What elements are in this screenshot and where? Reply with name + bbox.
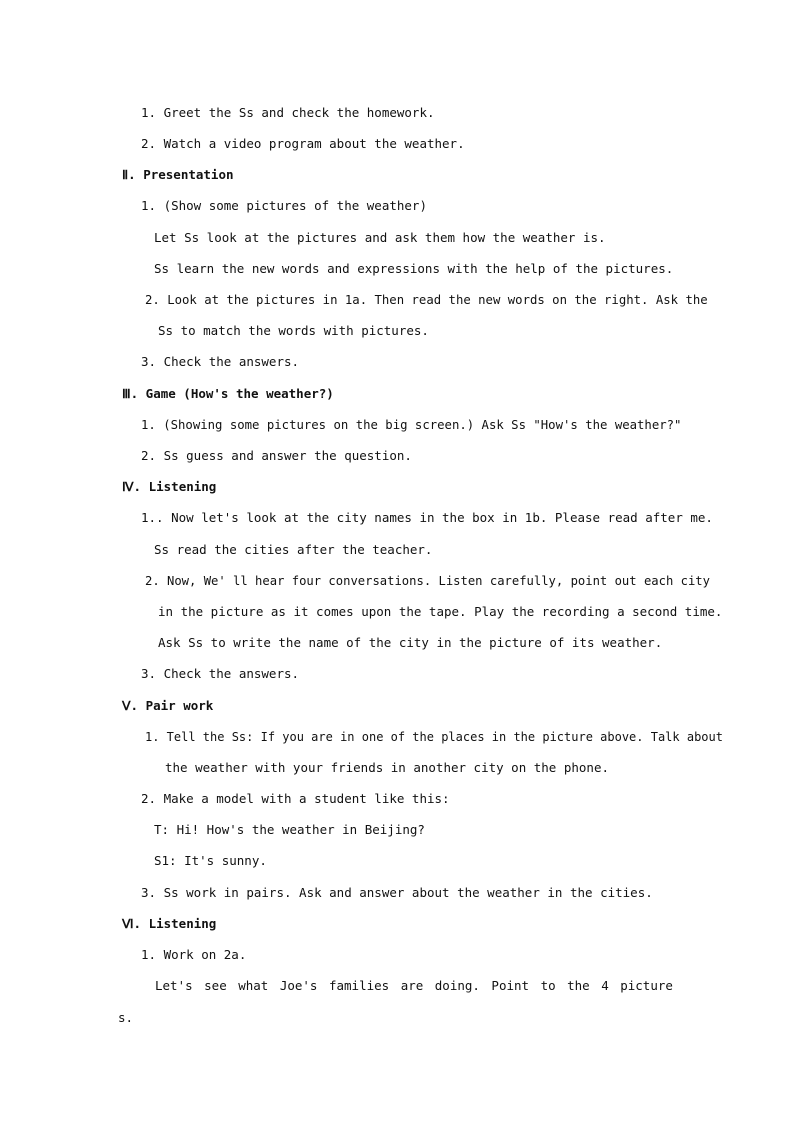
section-heading-listening-2: Ⅵ. Listening [122,916,217,931]
listening-line-2: Ss read the cities after the teacher. [154,542,433,557]
listening-line-1: 1.. Now let's look at the city names in the box in 1b. Please read after me. [141,510,713,525]
listening2-wrap-line: s. [118,1010,134,1025]
word: picture [620,978,673,993]
pairwork-line-5: S1: It's sunny. [154,853,267,868]
word: Joe's [279,978,318,993]
presentation-line-3: Ss learn the new words and expressions with the help of the pictures. [154,261,674,276]
listening-line-4: in the picture as it comes upon the tape. Play the recording a second time. [158,604,723,619]
presentation-line-1: 1. (Show some pictures of the weather) [141,198,427,213]
pairwork-line-6: 3. Ss work in pairs. Ask and answer about the weather in the cities. [141,885,653,900]
listening-line-5: Ask Ss to write the name of the city in the picture of its weather. [158,635,663,650]
word: are [400,978,424,993]
listening-line-6: 3. Check the answers. [141,666,300,681]
game-line-2: 2. Ss guess and answer the question. [141,448,412,463]
word: the [567,978,590,993]
listening2-line-1: 1. Work on 2a. [141,947,247,962]
word: Point [491,978,530,993]
word: Let's [155,978,193,993]
word: families [328,978,390,993]
pairwork-line-2: the weather with your friends in another city on the phone. [165,760,610,775]
word: what [238,978,269,993]
pairwork-line-3: 2. Make a model with a student like this: [141,791,450,806]
section-heading-pair-work: Ⅴ. Pair work [122,698,214,713]
presentation-line-2: Let Ss look at the pictures and ask them how the weather is. [154,230,606,245]
intro-line-2: 2. Watch a video program about the weather. [141,136,465,151]
intro-line-1: 1. Greet the Ss and check the homework. [141,105,435,120]
word: see [204,978,227,993]
pairwork-line-4: T: Hi! How's the weather in Beijing? [154,822,425,837]
word: 4 [601,978,609,993]
section-heading-listening: Ⅳ. Listening [122,479,217,494]
section-heading-game: Ⅲ. Game (How's the weather?) [122,386,334,401]
presentation-line-4: 2. Look at the pictures in 1a. Then read the new words on the right. Ask the [145,293,708,307]
game-line-1: 1. (Showing some pictures on the big screen.) Ask Ss "How's the weather?" [141,418,682,432]
section-heading-presentation: Ⅱ. Presentation [122,167,234,182]
word: to [540,978,556,993]
word: doing. [434,978,480,993]
listening2-justified-line [155,978,673,994]
listening-line-3: 2. Now, We' ll hear four conversations. Listen carefully, point out each city [145,574,710,588]
presentation-line-6: 3. Check the answers. [141,354,300,369]
presentation-line-5: Ss to match the words with pictures. [158,323,429,338]
pairwork-line-1: 1. Tell the Ss: If you are in one of the places in the picture above. Talk about [145,730,723,744]
